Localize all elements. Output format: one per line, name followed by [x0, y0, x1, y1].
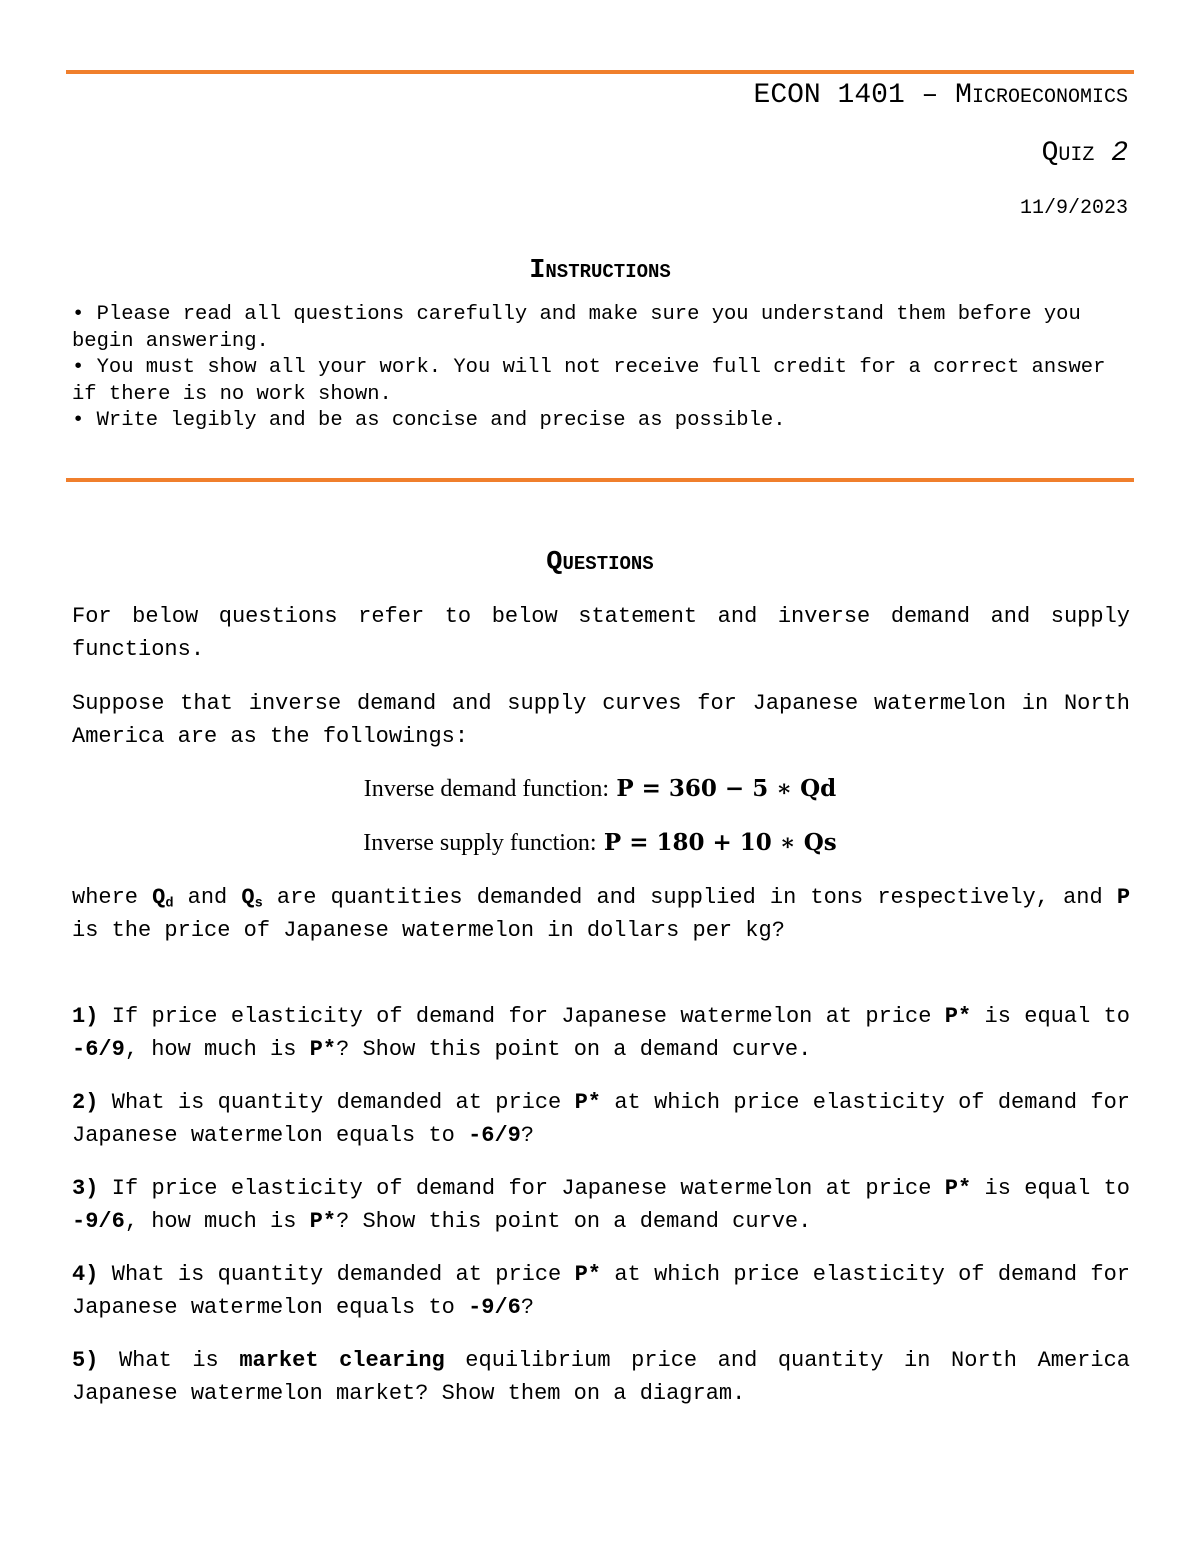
supply-formula: P = 180 + 10 ∗ Qs [603, 829, 837, 856]
quiz-title: Quiz 2 [1041, 138, 1128, 169]
scenario-statement: Suppose that inverse demand and supply curves for Japanese watermelon in North America are as the followings: [72, 691, 1130, 749]
questions-heading: Questions [546, 548, 654, 578]
question-2: 2) What is quantity demanded at price P* at which price elasticity of demand for Japanese watermelon equals to -6/9? [72, 1090, 1130, 1148]
question-1: 1) If price elasticity of demand for Japanese watermelon at price P* is equal to -6/9, how much is P*? Show this point on a demand curve. [72, 1004, 1131, 1062]
demand-label: Inverse demand function: [363, 776, 610, 802]
instruction-item: • You must show all your work. You will not receive full credit for a correct answer if there is no work shown. [72, 356, 1118, 406]
quiz-date: 11/9/2023 [1019, 197, 1128, 220]
demand-formula: P = 360 − 5 ∗ Qd [616, 775, 837, 802]
instruction-item: • Please read all questions carefully and make sure you understand them before you begin answering. [72, 303, 1094, 353]
variable-definitions: where $Q_d$ and $Q_s$ are quantities demanded and supplied in tons respectively, and P is the price of Japanese watermelon in dollars per kg? [72, 885, 1131, 943]
top-divider [66, 70, 1134, 74]
inverse-demand-equation [0, 775, 1200, 803]
supply-label: Inverse supply function: [363, 830, 597, 856]
instructions-heading: Instructions [529, 256, 671, 286]
section-divider [66, 478, 1134, 482]
instruction-item: • Write legibly and be as concise and precise as possible. [72, 409, 786, 432]
question-5: 5) What is market clearing equilibrium price and quantity in North America Japanese watermelon market? Show them on a diagram. [72, 1348, 1130, 1406]
question-3: 3) If price elasticity of demand for Japanese watermelon at price P* is equal to -9/6, how much is P*? Show this point on a demand curve. [72, 1176, 1131, 1234]
inverse-supply-equation [0, 829, 1200, 857]
course-title: ECON 1401 – Microeconomics [753, 80, 1128, 111]
instructions-list [72, 302, 1128, 435]
questions-intro: For below questions refer to below statement and inverse demand and supply functions. [72, 604, 1130, 662]
question-4: 4) What is quantity demanded at price P* at which price elasticity of demand for Japanese watermelon equals to -9/6? [72, 1262, 1130, 1320]
